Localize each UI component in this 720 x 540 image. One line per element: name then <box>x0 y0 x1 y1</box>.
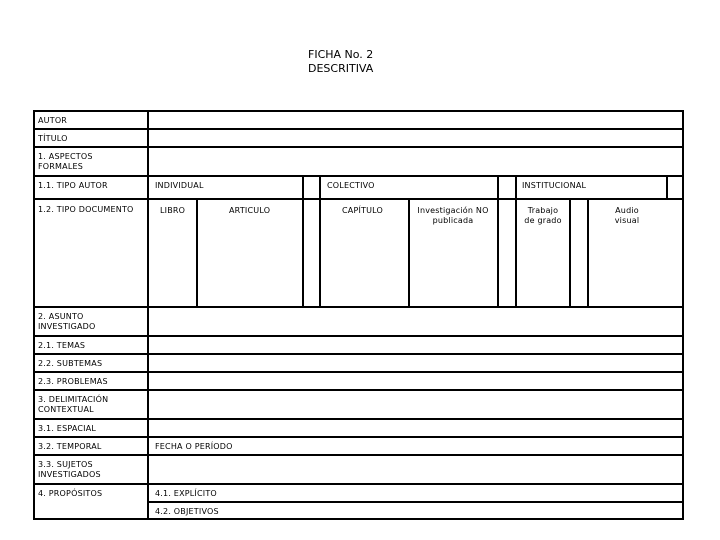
field-explicito: 4.1. EXPLÍCITO <box>155 489 217 498</box>
label-espacial: 3.1. ESPACIAL <box>38 424 97 433</box>
row-line <box>33 418 684 420</box>
col-line <box>587 198 589 306</box>
col-line <box>569 198 571 306</box>
label-aspectos-formales <box>38 152 93 172</box>
doc-type-trabajo-de-grado <box>517 206 569 226</box>
row-line <box>33 389 684 391</box>
col-line <box>666 175 668 198</box>
field-objetivos: 4.2. OBJETIVOS <box>155 507 219 516</box>
row-line <box>33 483 684 485</box>
form-title <box>308 48 373 76</box>
label-aspectos-line-2: FORMALES <box>38 162 84 171</box>
field-fecha-periodo: FECHA O PERÍODO <box>155 442 233 451</box>
author-type-individual: INDIVIDUAL <box>155 181 204 190</box>
col-line <box>497 175 499 306</box>
doc-type-audio-line-1: Audio <box>615 206 639 215</box>
row-line <box>33 436 684 438</box>
row-line <box>33 335 684 337</box>
author-type-institucional: INSTITUCIONAL <box>522 181 587 190</box>
label-delimitacion-line-2: CONTEXTUAL <box>38 405 94 414</box>
col-line <box>319 175 321 306</box>
label-asunto-investigado <box>38 312 96 332</box>
label-titulo: TÍTULO <box>38 134 68 143</box>
doc-type-trabajo-line-2: de grado <box>524 216 562 225</box>
label-asunto-line-2: INVESTIGADO <box>38 322 96 331</box>
label-autor: AUTOR <box>38 116 68 125</box>
row-line <box>33 146 684 148</box>
row-line <box>33 128 684 130</box>
label-temas: 2.1. TEMAS <box>38 341 86 350</box>
doc-type-audio-visual <box>590 206 664 226</box>
col-line <box>196 198 198 306</box>
row-line <box>33 175 684 177</box>
label-tipo-autor: 1.1. TIPO AUTOR <box>38 181 108 190</box>
doc-type-investigacion-line-1: Investigación NO <box>417 206 489 215</box>
label-delimitacion-line-1: 3. DELIMITACIÓN <box>38 395 109 404</box>
row-line <box>33 306 684 308</box>
form-title-line-2: DESCRITIVA <box>308 62 374 75</box>
doc-type-capitulo: CAPÍTULO <box>342 206 384 215</box>
label-asunto-line-1: 2. ASUNTO <box>38 312 84 321</box>
doc-type-trabajo-line-1: Trabajo <box>527 206 559 215</box>
label-delimitacion-contextual <box>38 395 108 415</box>
doc-type-articulo: ARTICULO <box>229 206 271 215</box>
row-line <box>33 454 684 456</box>
label-problemas: 2.3. PROBLEMAS <box>38 377 108 386</box>
doc-type-investigacion <box>410 206 496 226</box>
label-aspectos-line-1: 1. ASPECTOS <box>38 152 93 161</box>
label-column-divider <box>147 110 149 520</box>
row-line-inner <box>147 501 684 503</box>
row-line <box>33 371 684 373</box>
label-sujetos-line-2: INVESTIGADOS <box>38 470 101 479</box>
label-subtemas: 2.2. SUBTEMAS <box>38 359 103 368</box>
label-temporal: 3.2. TEMPORAL <box>38 442 102 451</box>
label-propositos: 4. PROPÓSITOS <box>38 489 103 498</box>
doc-type-investigacion-line-2: publicada <box>432 216 474 225</box>
doc-type-audio-line-2: visual <box>614 216 640 225</box>
form-table <box>33 110 684 520</box>
form-title-line-1: FICHA No. 2 <box>308 48 374 61</box>
col-line <box>302 175 304 306</box>
label-sujetos-line-1: 3.3. SUJETOS <box>38 460 93 469</box>
row-line <box>33 353 684 355</box>
label-sujetos-investigados <box>38 460 101 480</box>
author-type-colectivo: COLECTIVO <box>327 181 375 190</box>
label-tipo-documento: 1.2. TIPO DOCUMENTO <box>38 205 134 214</box>
col-line <box>515 175 517 306</box>
doc-type-libro: LIBRO <box>160 206 186 215</box>
